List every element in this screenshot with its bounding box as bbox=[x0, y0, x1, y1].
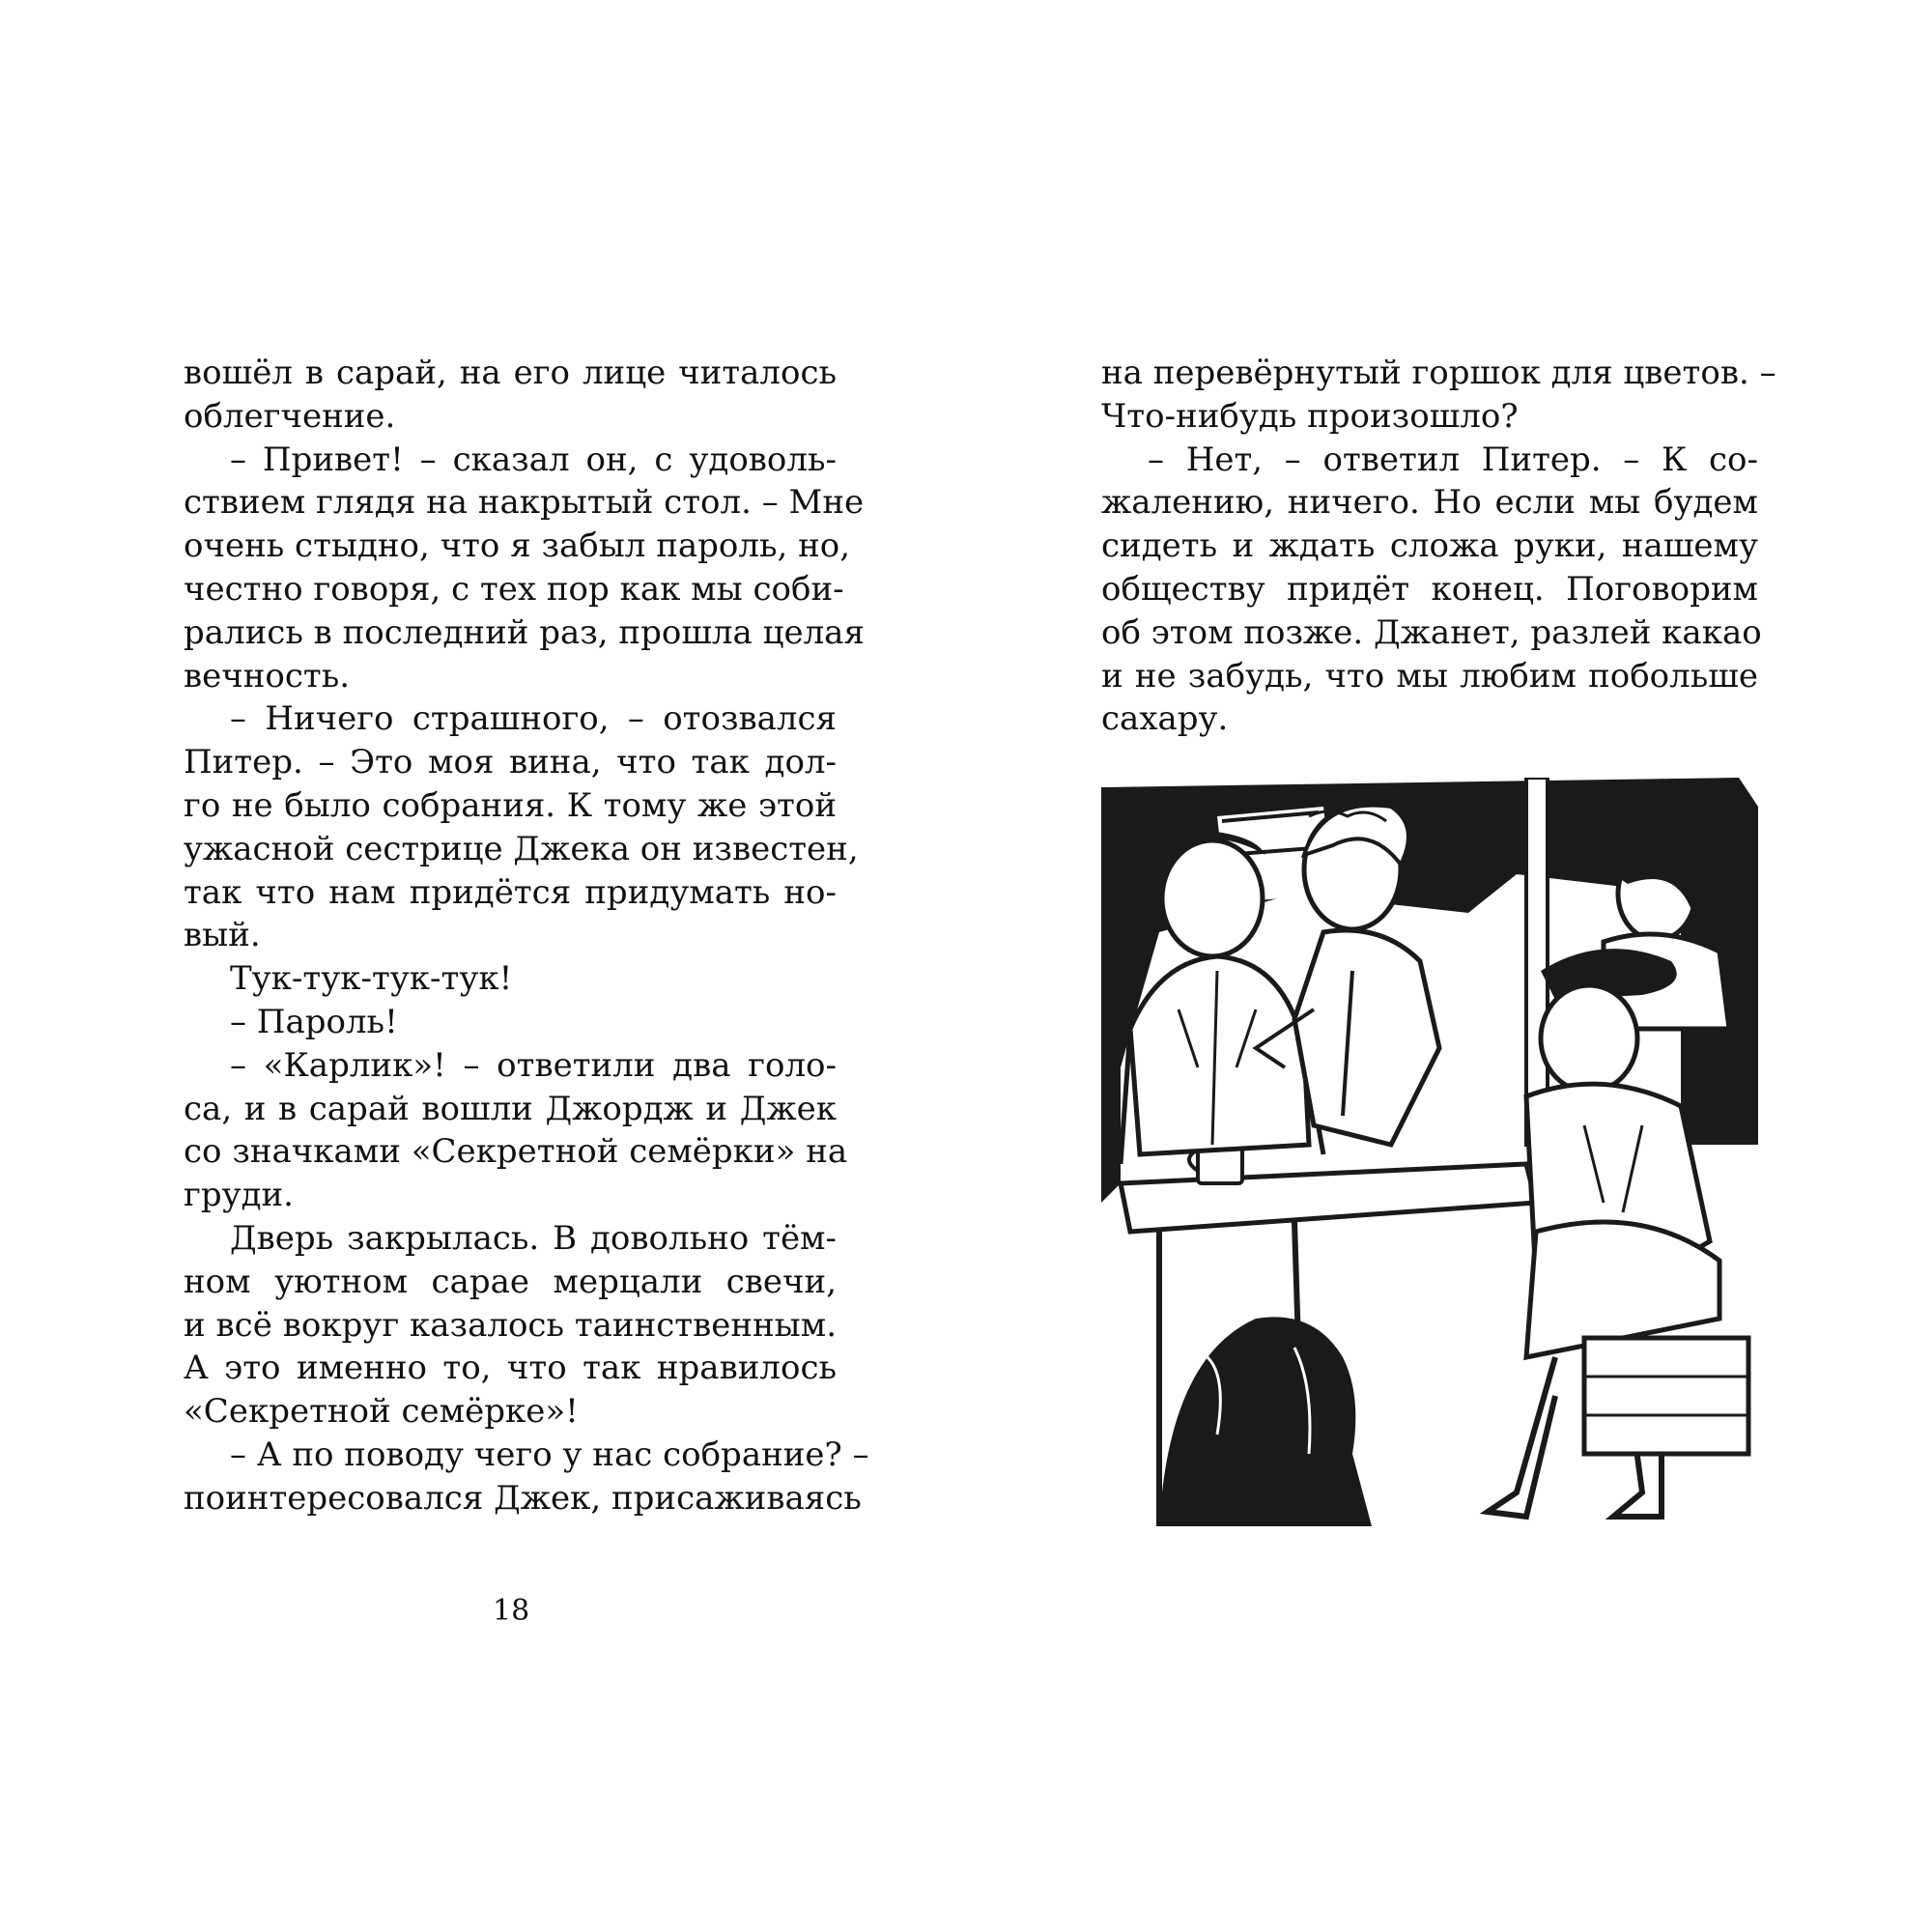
text-line: – «Карлик»! – ответили два голо- bbox=[230, 1045, 837, 1085]
text-line: – Пароль! bbox=[230, 1002, 398, 1041]
text-line: Дверь закрылась. В довольно тём- bbox=[230, 1218, 837, 1258]
text-line: Что-нибудь произошло? bbox=[1101, 396, 1519, 436]
text-line: со значками «Секретной семёрки» на bbox=[184, 1132, 848, 1172]
text-line: рались в последний раз, прошла целая bbox=[184, 612, 865, 652]
text-line: ужасной сестрице Джека он известен, bbox=[184, 829, 859, 868]
text-line: ном уютном сарае мерцали свечи, bbox=[184, 1262, 837, 1301]
text-line: сидеть и ждать сложа руки, нашему bbox=[1101, 526, 1758, 566]
text-line: го не было собрания. К тому же этой bbox=[184, 785, 837, 825]
text-line: так что нам придётся придумать но- bbox=[184, 872, 837, 912]
text-line: очень стыдно, что я забыл пароль, но, bbox=[184, 526, 851, 566]
text-line: – А по поводу чего у нас собрание? – bbox=[230, 1435, 869, 1474]
text-line: вошёл в сарай, на его лице читалось bbox=[184, 354, 837, 392]
text-line: ствием глядя на накрытый стол. – Мне bbox=[184, 483, 865, 523]
text-line: «Секретной семёрке»! bbox=[184, 1392, 579, 1432]
text-line: об этом позже. Джанет, разлей какао bbox=[1101, 612, 1762, 652]
right-page-text bbox=[1101, 352, 1776, 741]
text-line: са, и в сарай вошли Джордж и Джек bbox=[184, 1089, 837, 1128]
text-line: – Нет, – ответил Питер. – К со- bbox=[1148, 440, 1758, 479]
right-page bbox=[966, 0, 1932, 1932]
text-line: и не забудь, что мы любим побольше bbox=[1101, 656, 1758, 696]
text-line: жалению, ничего. Но если мы будем bbox=[1101, 483, 1758, 523]
figure-dog bbox=[1159, 1317, 1372, 1526]
text-line: А это именно то, что так нравилось bbox=[184, 1349, 837, 1388]
text-line: сахару. bbox=[1101, 699, 1229, 739]
page-number: 18 bbox=[493, 1594, 530, 1628]
text-line: поинтересовался Джек, присаживаясь bbox=[184, 1478, 862, 1518]
left-page-text bbox=[184, 352, 869, 1520]
text-line: вый. bbox=[184, 916, 261, 955]
table bbox=[1121, 1164, 1536, 1232]
text-line: Питер. – Это моя вина, что так дол- bbox=[184, 743, 837, 782]
text-line: обществу придёт конец. Поговорим bbox=[1101, 569, 1758, 609]
text-line: и всё вокруг казалось таинственным. bbox=[184, 1305, 837, 1345]
crate bbox=[1584, 1338, 1748, 1454]
text-line: – Привет! – сказал он, с удоволь- bbox=[230, 440, 837, 479]
text-line: вечность. bbox=[184, 656, 351, 696]
text-line: груди. bbox=[184, 1176, 294, 1215]
text-line: облегчение. bbox=[184, 396, 396, 436]
text-line: – Ничего страшного, – отозвался bbox=[230, 699, 837, 739]
text-line: Тук-тук-тук-тук! bbox=[230, 959, 513, 999]
text-line: честно говоря, с тех пор как мы соби- bbox=[184, 569, 844, 609]
illustration-children-in-shed bbox=[1101, 778, 1758, 1526]
text-line: на перевёрнутый горшок для цветов. – bbox=[1101, 354, 1776, 392]
